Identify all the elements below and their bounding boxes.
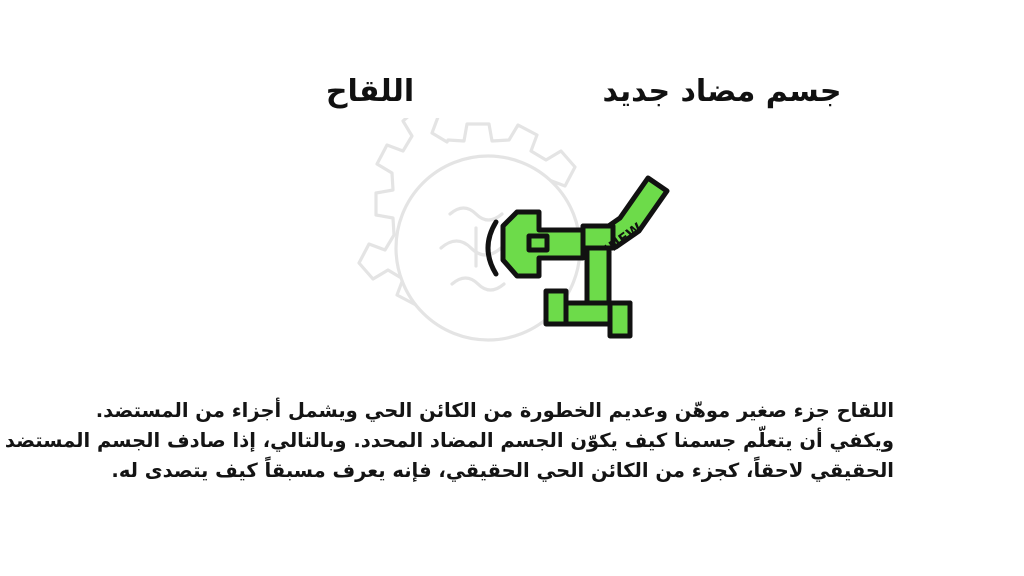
- slide-bottom-band: [0, 554, 1024, 576]
- caption-line-3: الحقيقي لاحقاً، كجزء من الكائن الحي الحقيقي، فإنه يعرف مسبقاً كيف يتصدى له.: [111, 459, 894, 482]
- vaccine-label: اللقاح: [325, 74, 415, 109]
- antibody-label: جسم مضاد جديد: [602, 74, 842, 109]
- caption-text: [4, 396, 894, 486]
- caption-line-1: اللقاح جزء صغير موهّن وعديم الخطورة من الكائن الحي ويشمل أجزاء من المستضد.: [95, 399, 894, 422]
- vaccine-antibody-illustration: [300, 118, 730, 378]
- new-badge-label: NEW!: [601, 220, 646, 259]
- caption-line-2: ويكفي أن يتعلّم جسمنا كيف يكوّن الجسم المضاد المحدد. وبالتالي، إذا صادف الجسم المستضد: [4, 429, 894, 452]
